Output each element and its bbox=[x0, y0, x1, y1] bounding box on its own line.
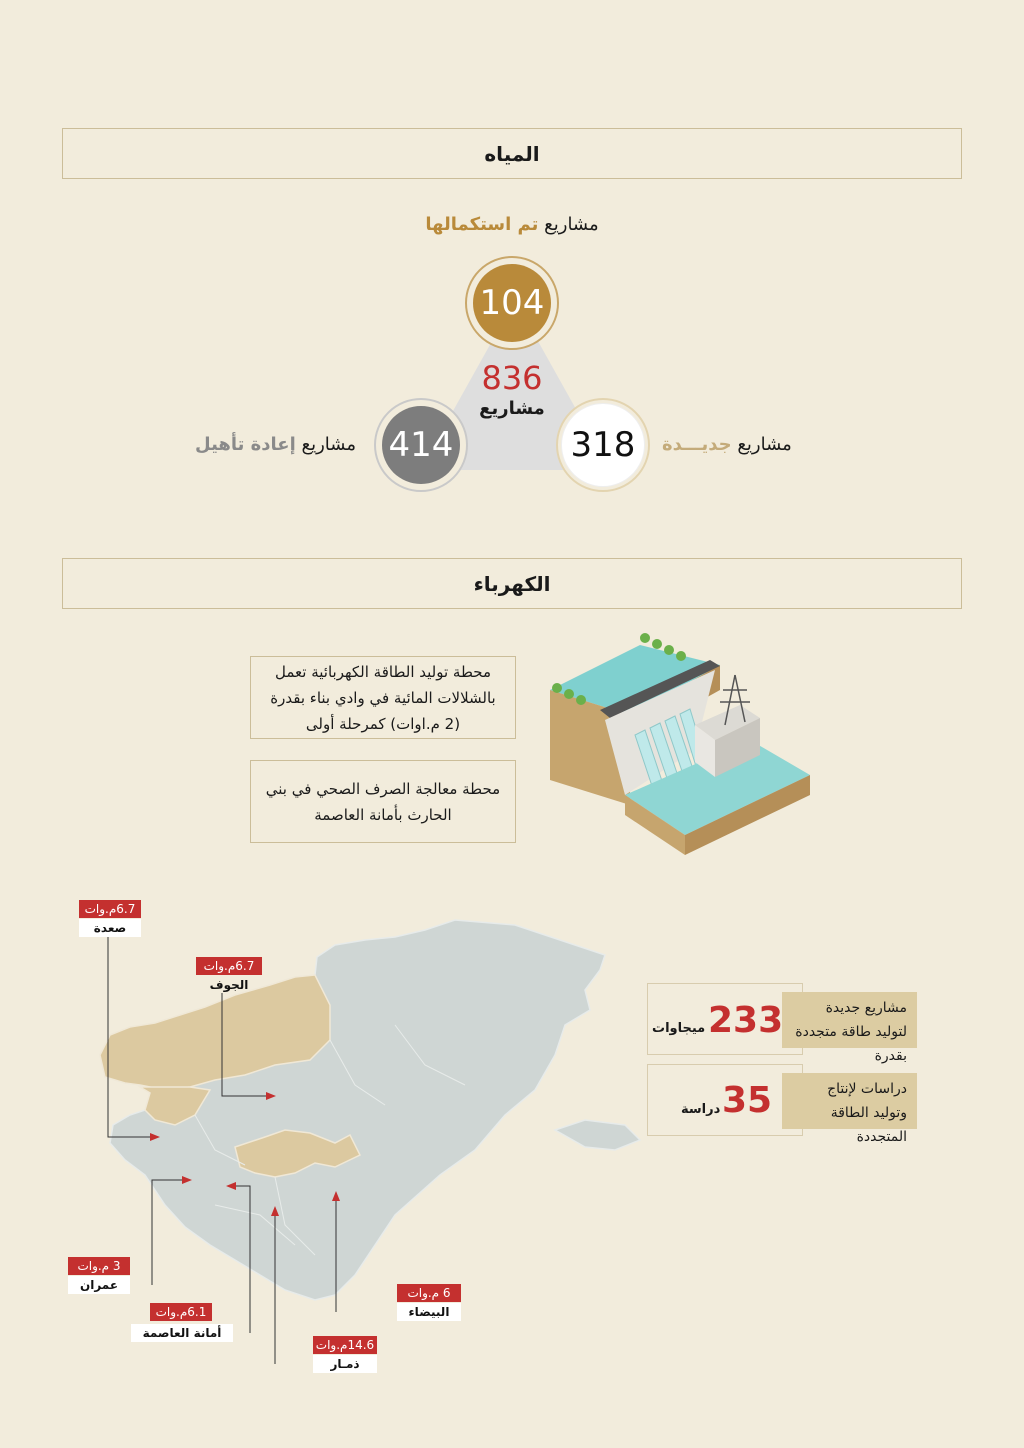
electricity-section-title: الكهرباء bbox=[473, 571, 551, 596]
dhamar-value: 14.6م.وات bbox=[313, 1336, 377, 1354]
stat-unit-capacity: ميجاوات bbox=[652, 1021, 706, 1036]
amran-name: عمران bbox=[68, 1276, 130, 1294]
saada-value: 6.7م.وات bbox=[79, 900, 141, 918]
jawf-name: الجوف bbox=[209, 978, 249, 992]
saada-name: صعدة bbox=[79, 919, 141, 937]
new-count: 318 bbox=[570, 425, 636, 465]
jawf-value: 6.7م.وات bbox=[196, 957, 262, 975]
rehab-caption: مشاريع إعادة تأهيل bbox=[195, 434, 356, 455]
new-caption: مشاريع جديـــدة bbox=[662, 434, 792, 455]
capital-value: 6.1م.وات bbox=[150, 1303, 212, 1321]
stat-text-capacity: مشاريع جديدة لتوليد طاقة متجددة بقدرة bbox=[782, 992, 917, 1048]
amran-value: 3 م.وات bbox=[68, 1257, 130, 1275]
rehab-count: 414 bbox=[388, 425, 454, 465]
dhamar-name: ذمـار bbox=[313, 1355, 377, 1373]
water-section-title: المياه bbox=[484, 141, 540, 166]
stat-unit-studies: دراسة bbox=[681, 1102, 721, 1117]
completed-count: 104 bbox=[479, 283, 545, 323]
stat-value-capacity: 233 bbox=[708, 1000, 784, 1041]
bayda-value: 6 م.وات bbox=[397, 1284, 461, 1302]
sewage-station-text: محطة معالجة الصرف الصحي في بني الحارث بأمانة العاصمة bbox=[265, 779, 501, 824]
stat-text-studies: دراسات لإنتاج وتوليد الطاقة المتجددة bbox=[782, 1073, 917, 1129]
stat-value-studies: 35 bbox=[722, 1080, 773, 1121]
bayda-name: البيضاء bbox=[397, 1303, 461, 1321]
completed-caption: مشاريع تم استكمالها bbox=[425, 214, 599, 235]
capital-name: أمانة العاصمة bbox=[131, 1324, 233, 1342]
total-label: مشاريع bbox=[479, 398, 545, 419]
hydro-station-text: محطة توليد الطاقة الكهربائية تعمل بالشلالات المائية في وادي بناء بقدرة (2 م.اوات) كمرحلة أولى bbox=[270, 662, 496, 733]
total-count: 836 bbox=[481, 359, 543, 397]
